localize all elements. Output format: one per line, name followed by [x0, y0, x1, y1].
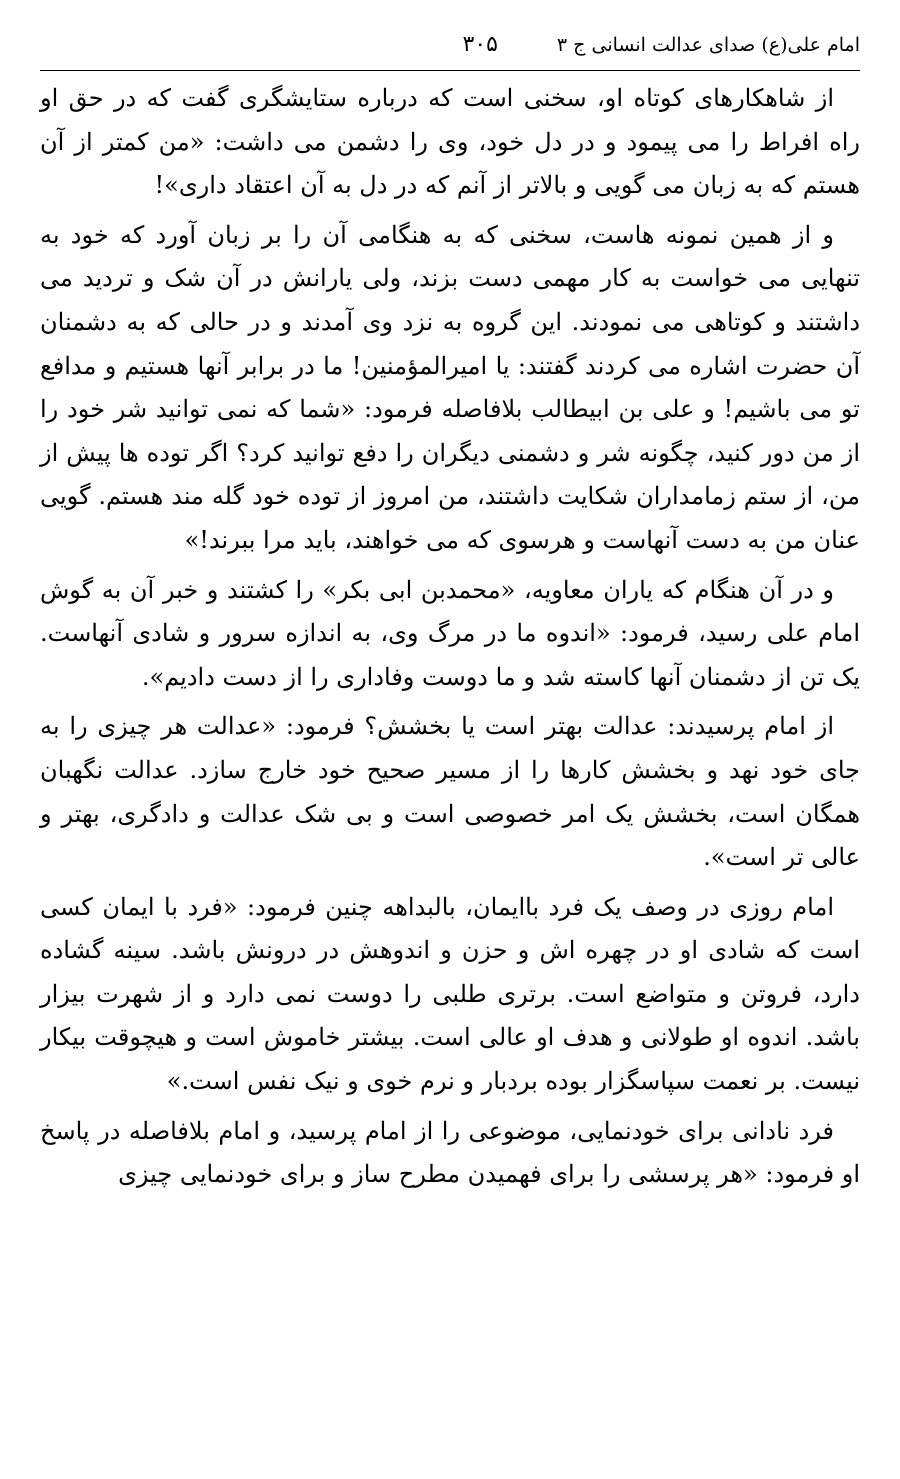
paragraph: از امام پرسیدند: عدالت بهتر است یا بخشش؟ فرمود: «عدالت هر چیزی را به جای خود نهد و بخشش کارها را از مسیر صحیح خود خارج سازد. عدالت نگهبان همگان است، بخشش یک امر خصوصی است و بی شک عدالت و دادگری، بهتر و عالی تر است».	[40, 712, 860, 872]
page-header	[40, 30, 860, 71]
paragraph: فرد نادانی برای خودنمایی، موضوعی را از امام پرسید، و امام بلافاصله در پاسخ او فرمود: «هر پرسشی را برای فهمیدن مطرح ساز و برای خودنمایی چیزی	[40, 1116, 860, 1189]
paragraph: امام روزی در وصف یک فرد باایمان، بالبداهه چنین فرمود: «فرد با ایمان کسی است که شادی او در چهره اش و حزن و اندوهش در درونش باشد. سینه گشاده دارد، فروتن و متواضع است. برتری طلبی را دوست نمی دارد و از شهرت بیزار باشد. اندوه او طولانی و هدف او عالی است. بیشتر خاموش است و هیچوقت بیکار نیست. بر نعمت سپاسگزار بوده بردبار و نرم خوی و نیک نفس است.»	[40, 892, 860, 1096]
running-title: امام علی(ع) صدای عدالت انسانی ج ۳	[556, 34, 860, 56]
paragraph: و در آن هنگام که یاران معاویه، «محمدبن ابی بکر» را کشتند و خبر آن به گوش امام علی رسید، فرمود: «اندوه ما در مرگ وی، به اندازه سرور و شادی آنهاست. یک تن از دشمنان آنها کاسته شد و ما دوست وفاداری را از دست دادیم».	[40, 575, 860, 691]
paragraph: و از همین نمونه هاست، سخنی که به هنگامی آن را بر زبان آورد که خود به تنهایی می خواست به کار مهمی دست بزند، ولی یارانش در آن شک و تردید می داشتند و کوتاهی می نمودند. این گروه به نزد وی آمدند و در حالی که به دشمنان آن حضرت اشاره می کردند گفتند: یا امیرالمؤمنین! ما در برابر آنها هستیم و مدافع تو می باشیم! و علی بن ابیطالب بلافاصله فرمود: «شما که نمی توانید شر خود را از من دور کنید، چگونه شر و دشمنی دیگران را دفع توانید کرد؟ اگر توده ها پیش از من، از ستم زمامداران شکایت داشتند، من امروز از توده خود گله مند هستم. گویی عنان من به دست آنهاست و هرسوی که می خواهند، باید مرا ببرند!»	[40, 220, 861, 554]
body-text	[40, 77, 860, 1197]
document-page	[40, 30, 860, 1450]
page-number: ۳۰۵	[462, 32, 498, 57]
paragraph: از شاهکارهای کوتاه او، سخنی است که درباره ستایشگری گفت که در حق او راه افراط را می پیمود و در دل خود، وی را دشمن می داشت: «من کمتر از آن هستم که به زبان می گویی و بالاتر از آنم که در دل به آن اعتقاد داری»!	[40, 84, 861, 200]
